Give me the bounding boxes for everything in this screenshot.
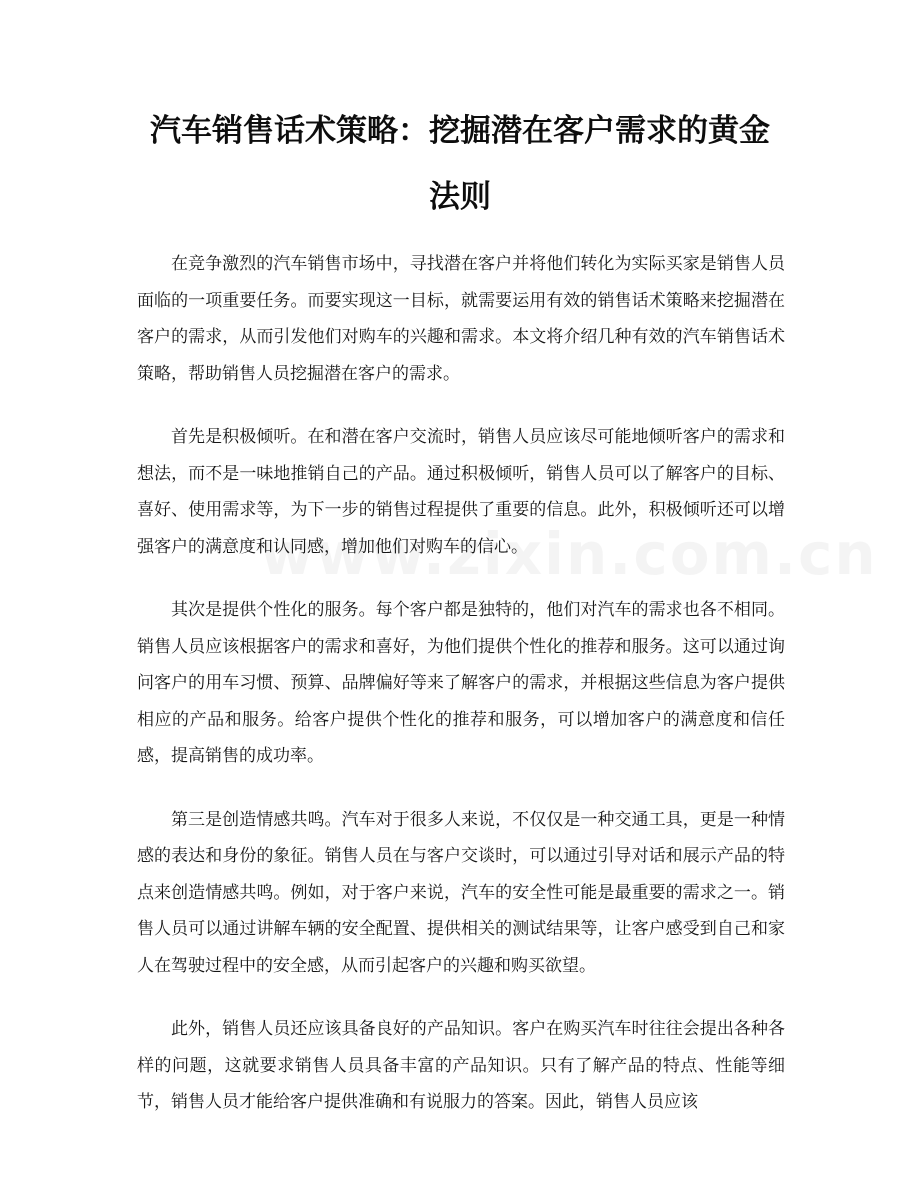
document-body: [137, 246, 785, 1148]
paragraph-personalized-service: 其次是提供个性化的服务。每个客户都是独特的，他们对汽车的需求也各不相同。销售人员应该根据客户的需求和喜好，为他们提供个性化的推荐和服务。这可以通过询问客户的用车习惯、预算、品牌偏好等来了解客户的需求，并根据这些信息为客户提供相应的产品和服务。给客户提供个性化的推荐和服务，可以增加客户的满意度和信任感，提高销售的成功率。: [137, 600, 785, 766]
paragraph-product-knowledge: 此外，销售人员还应该具备良好的产品知识。客户在购买汽车时往往会提出各种各样的问题，这就要求销售人员具备丰富的产品知识。只有了解产品的特点、性能等细节，销售人员才能给客户提供准确和有说服力的答案。因此，销售人员应该: [137, 1019, 785, 1112]
document-title: 汽车销售话术策略：挖掘潜在客户需求的黄金法则: [150, 113, 770, 215]
paragraph-emotional-resonance: 第三是创造情感共鸣。汽车对于很多人来说，不仅仅是一种交通工具，更是一种情感的表达和身份的象征。销售人员在与客户交谈时，可以通过引导对话和展示产品的特点来创造情感共鸣。例如，对于客户来说，汽车的安全性可能是最重要的需求之一。销售人员可以通过讲解车辆的安全配置、提供相关的测试结果等，让客户感受到自己和家人在驾驶过程中的安全感，从而引起客户的兴趣和购买欲望。: [137, 809, 785, 976]
paragraph-intro: 在竞争激烈的汽车销售市场中，寻找潜在客户并将他们转化为实际买家是销售人员面临的一项重要任务。而要实现这一目标，就需要运用有效的销售话术策略来挖掘潜在客户的需求，从而引发他们对购车的兴趣和需求。本文将介绍几种有效的汽车销售话术策略，帮助销售人员挖掘潜在客户的需求。: [137, 254, 785, 384]
paragraph-active-listening: 首先是积极倾听。在和潜在客户交流时，销售人员应该尽可能地倾听客户的需求和想法，而不是一味地推销自己的产品。通过积极倾听，销售人员可以了解客户的目标、喜好、使用需求等，为下一步的销售过程提供了重要的信息。此外，积极倾听还可以增强客户的满意度和认同感，增加他们对购车的信心。: [137, 427, 785, 557]
